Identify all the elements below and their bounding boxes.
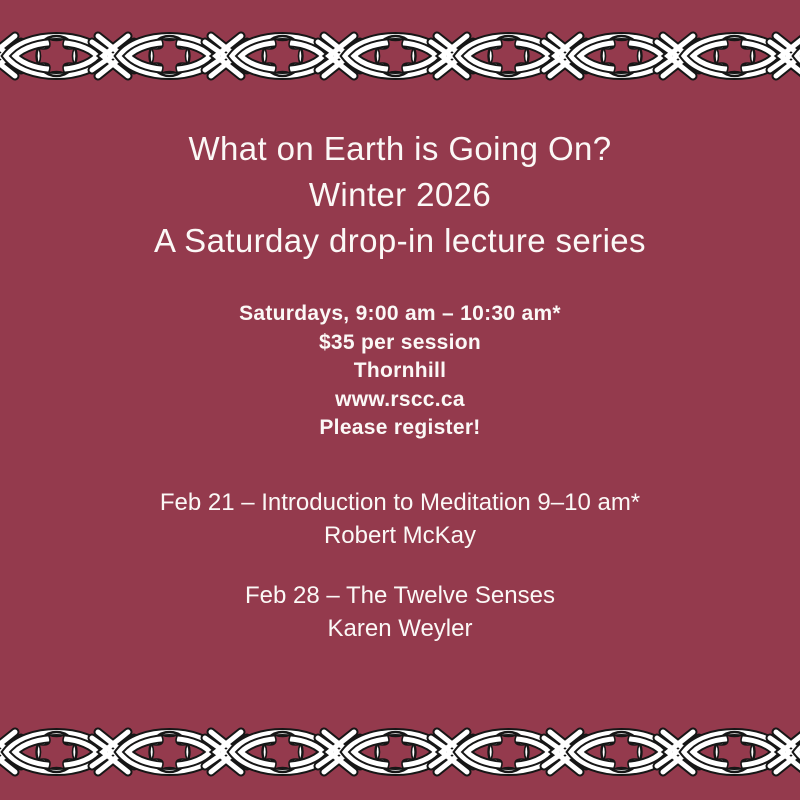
celtic-knot-border-bottom	[0, 721, 800, 783]
lecture-list	[0, 486, 800, 645]
title-line-3: A Saturday drop-in lecture series	[154, 222, 646, 259]
lecture-speaker: Robert McKay	[323, 522, 477, 549]
lecture-date-title: Feb 21 – Introduction to Meditation 9–10 am*	[159, 489, 641, 516]
event-info	[0, 300, 800, 443]
celtic-knot-border-top	[0, 25, 800, 87]
info-location: Thornhill	[353, 359, 447, 382]
info-schedule: Saturdays, 9:00 am – 10:30 am*	[239, 302, 561, 325]
info-website: www.rscc.ca	[335, 387, 465, 411]
lecture-item	[0, 579, 800, 645]
lecture-speaker: Karen Weyler	[327, 615, 473, 642]
poster-title	[0, 126, 800, 264]
lecture-date-title: Feb 28 – The Twelve Senses	[245, 582, 555, 609]
title-line-2: Winter 2026	[308, 176, 492, 213]
title-line-1: What on Earth is Going On?	[188, 130, 612, 167]
lecture-item	[0, 486, 800, 552]
info-price: $35 per session	[318, 330, 482, 354]
info-register: Please register!	[319, 416, 481, 439]
